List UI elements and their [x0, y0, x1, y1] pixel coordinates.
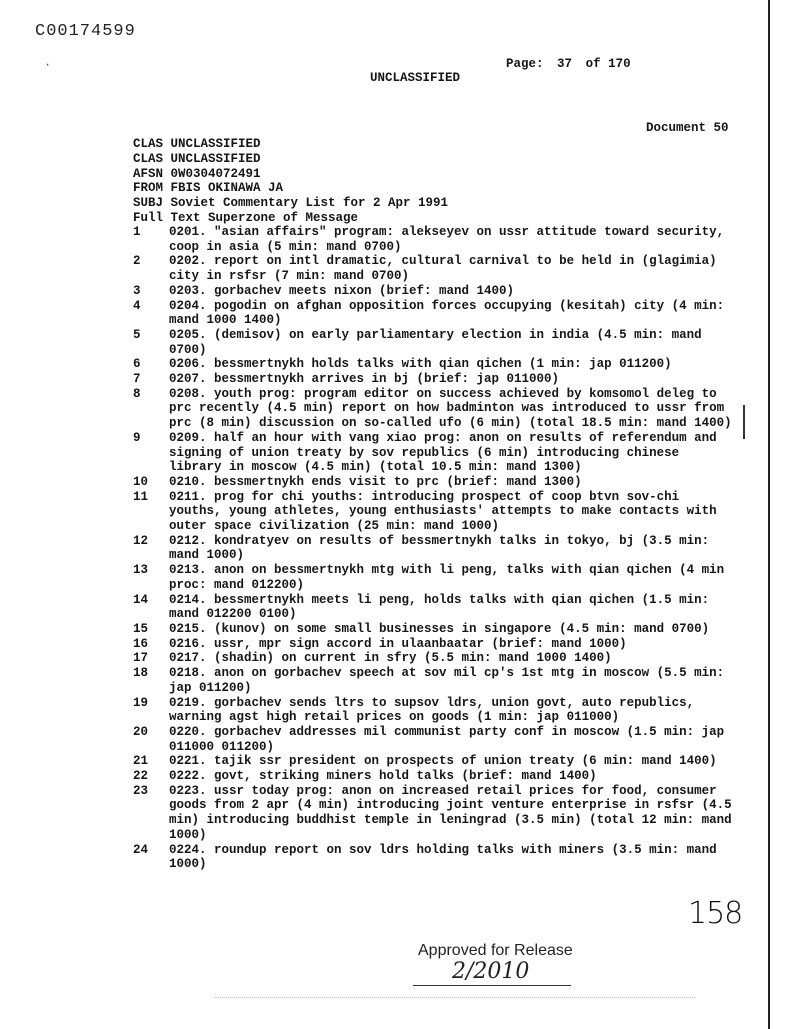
list-item: [133, 754, 733, 769]
item-number: 9: [133, 430, 141, 445]
item-number: 19: [133, 695, 149, 710]
item-text: 0213. anon on bessmertnykh mtg with li peng, talks with qian qichen (4 min proc: mand 012200): [169, 563, 725, 592]
item-number: 23: [133, 783, 149, 798]
handwritten-page-number: 158: [688, 896, 743, 931]
item-number: 18: [133, 666, 149, 681]
list-item: [133, 725, 733, 754]
item-number: 12: [133, 533, 149, 548]
item-number: 8: [133, 386, 141, 401]
item-text: 0208. youth prog: program editor on success achieved by komsomol deleg to prc recently (4.5 min) report on how badminton was introduced to ussr from prc (8 min) discussion on so-called ufo (6 min) (total 18.5 min: mand 1400): [169, 386, 732, 431]
list-item: [133, 622, 733, 637]
item-number: 7: [133, 372, 141, 387]
document-number: Document 50: [646, 121, 729, 135]
list-item: [133, 651, 733, 666]
item-number: 11: [133, 489, 149, 504]
commentary-list: [133, 225, 733, 872]
item-number: 22: [133, 769, 149, 784]
item-number: 14: [133, 592, 149, 607]
item-number: 13: [133, 563, 149, 578]
item-number: 4: [133, 298, 141, 313]
document-control-number: C00174599: [35, 22, 136, 41]
header-line: FROM FBIS OKINAWA JA: [133, 181, 284, 196]
list-item: [133, 593, 733, 622]
item-number: 5: [133, 327, 141, 342]
item-text: 0206. bessmertnykh holds talks with qian qichen (1 min: jap 011200): [169, 357, 672, 372]
item-text: 0218. anon on gorbachev speech at sov mil cp's 1st mtg in moscow (5.5 min: jap 011200): [169, 666, 725, 695]
page-label: Page:: [506, 57, 544, 71]
item-text: 0224. roundup report on sov ldrs holding talks with miners (3.5 min: mand 1000): [169, 842, 717, 872]
item-text: 0210. bessmertnykh ends visit to prc (brief: mand 1300): [169, 474, 582, 489]
item-text: 0214. bessmertnykh meets li peng, holds talks with qian qichen (1.5 min: mand 012200 0100): [169, 592, 710, 622]
header-line: CLAS UNCLASSIFIED: [133, 137, 261, 151]
item-text: 0222. govt, striking miners hold talks (brief: mand 1400): [169, 769, 597, 784]
list-item: [133, 328, 733, 357]
item-number: 21: [133, 754, 149, 769]
page-edge-rule: [768, 0, 770, 1029]
list-item: [133, 843, 733, 872]
list-item: [133, 387, 733, 431]
release-stamp-label: Approved for Release: [418, 942, 573, 959]
item-number: 6: [133, 357, 141, 372]
message-header: [133, 137, 448, 226]
list-item: [133, 769, 733, 784]
item-number: 1: [133, 225, 141, 239]
item-number: 2: [133, 254, 141, 269]
header-line: Full Text Superzone of Message: [133, 210, 359, 225]
margin-mark: [743, 405, 745, 439]
item-text: 0211. prog for chi youths: introducing prospect of coop btvn sov-chi youths, young athletes, young enthusiasts' attempts to make contacts with outer space civilization (25 min: mand 1000): [169, 489, 717, 534]
item-number: 10: [133, 474, 149, 489]
list-item: [133, 490, 733, 534]
page-indicator: [506, 57, 637, 71]
item-text: 0209. half an hour with vang xiao prog: anon on results of referendum and signing of union treaty by sov republics (6 min) introducing chinese library in moscow (4.5 min) (total 10.5 min: mand 1300): [169, 430, 717, 475]
list-item: [133, 666, 733, 695]
item-number: 24: [133, 842, 149, 857]
item-text: 0215. (kunov) on some small businesses in singapore (4.5 min: mand 0700): [169, 621, 710, 636]
list-item: [133, 225, 733, 254]
item-text: 0220. gorbachev addresses mil communist party conf in moscow (1.5 min: jap 011000 011200): [169, 724, 725, 754]
list-item: [133, 696, 733, 725]
list-item: [133, 431, 733, 475]
header-line: CLAS UNCLASSIFIED: [133, 151, 261, 166]
item-text: 0205. (demisov) on early parliamentary election in india (4.5 min: mand 0700): [169, 327, 702, 357]
item-text: 0204. pogodin on afghan opposition forces occupying (kesitah) city (4 min: mand 1000 1400): [169, 298, 725, 328]
list-item: [133, 284, 733, 299]
page-total: of 170: [585, 57, 631, 71]
list-item: [133, 475, 733, 490]
item-text: 0216. ussr, mpr sign accord in ulaanbaatar (brief: mand 1000): [169, 636, 627, 651]
release-stamp-date: 2/2010: [452, 959, 530, 984]
header-line: AFSN 0W0304072491: [133, 166, 261, 181]
item-text: 0203. gorbachev meets nixon (brief: mand 1400): [169, 283, 515, 298]
list-item: [133, 563, 733, 592]
list-item: [133, 254, 733, 283]
item-text: 0223. ussr today prog: anon on increased retail prices for food, consumer goods from 2 apr (4 min) introducing joint venture enterprise in rsfsr (4.5 min) introducing buddhist temple in leningrad (3.5 min) (total 12 min: mand 1000): [169, 783, 732, 842]
scan-speck: ·: [44, 58, 52, 72]
list-item: [133, 357, 733, 372]
item-number: 17: [133, 651, 149, 666]
header-line: SUBJ Soviet Commentary List for 2 Apr 1991: [133, 196, 449, 211]
scan-noise-line: [215, 997, 695, 1000]
item-text: 0219. gorbachev sends ltrs to supsov ldrs, union govt, auto republics, warning agst high retail prices on goods (1 min: jap 011000): [169, 695, 695, 725]
list-item: [133, 372, 733, 387]
classification-banner: UNCLASSIFIED: [370, 71, 461, 85]
page-number: 37: [557, 57, 573, 71]
item-text: 0221. tajik ssr president on prospects of union treaty (6 min: mand 1400): [169, 754, 717, 769]
item-text: 0201. "asian affairs" program: alekseyev on ussr attitude toward security, coop in asia (5 min: mand 0700): [169, 225, 725, 254]
item-text: 0212. kondratyev on results of bessmertnykh talks in tokyo, bj (3.5 min: mand 1000): [169, 533, 710, 563]
list-item: [133, 637, 733, 652]
item-number: 16: [133, 636, 149, 651]
item-number: 3: [133, 283, 141, 298]
item-text: 0207. bessmertnykh arrives in bj (brief: jap 011000): [169, 372, 560, 387]
list-item: [133, 299, 733, 328]
item-text: 0217. (shadin) on current in sfry (5.5 min: mand 1000 1400): [169, 651, 612, 666]
list-item: [133, 784, 733, 843]
item-number: 15: [133, 621, 149, 636]
item-number: 20: [133, 724, 149, 739]
release-stamp-underline: [413, 985, 571, 986]
list-item: [133, 534, 733, 563]
item-text: 0202. report on intl dramatic, cultural carnival to be held in (glagimia) city in rsfsr (7 min: mand 0700): [169, 254, 717, 284]
